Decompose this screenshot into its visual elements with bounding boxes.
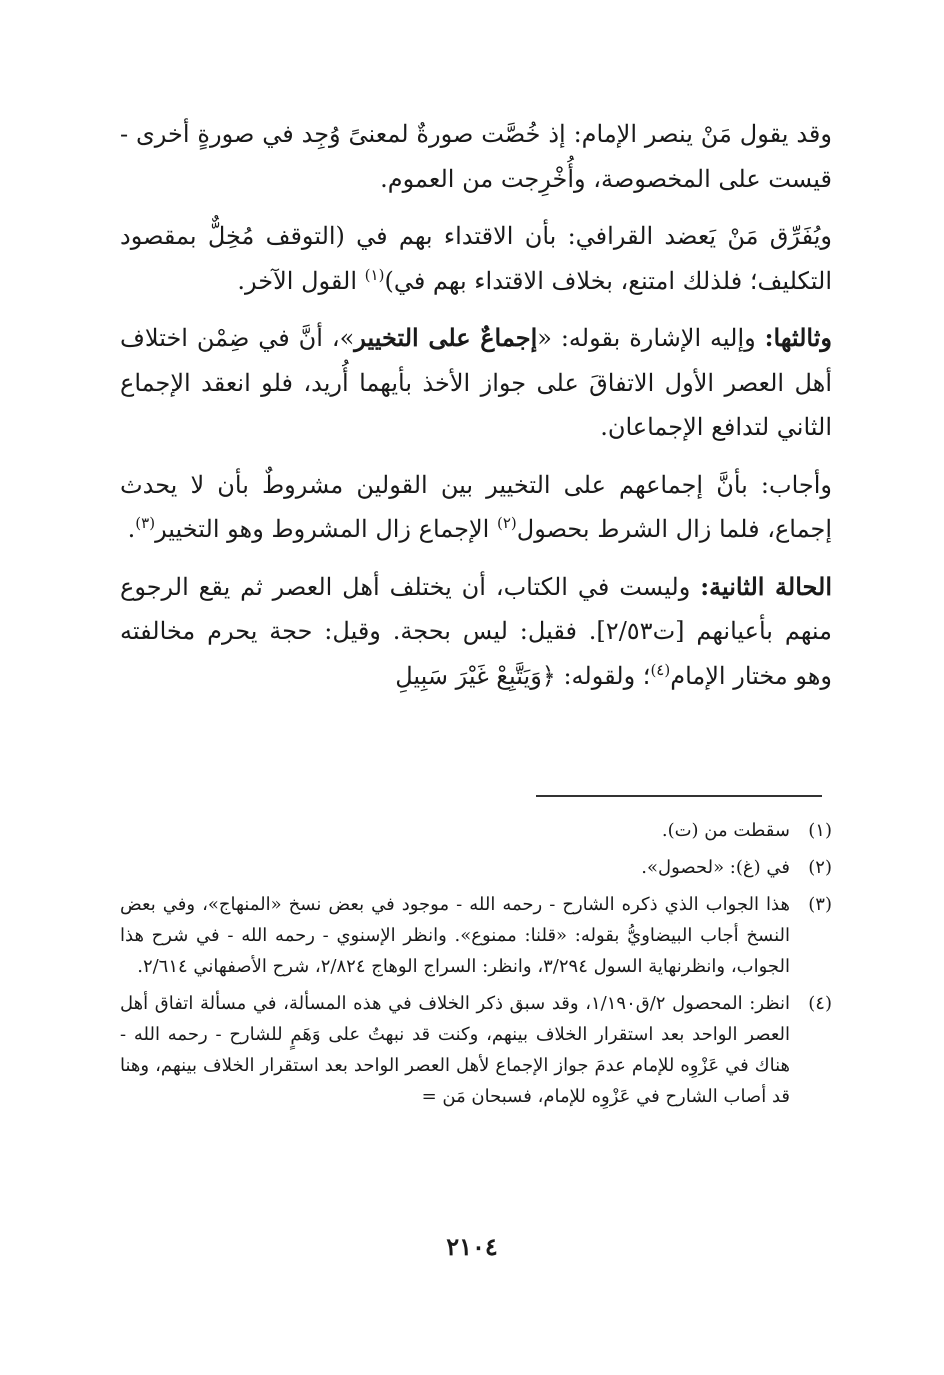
footnote-text: هذا الجواب الذي ذكره الشارح - رحمه الله - موجود في بعض نسخ «المنهاج»، وفي بعض النسخ أجاب البيضاويُّ بقوله: «قلنا: ممنوع». وانظر الإسنوي - رحمه الله - في شرح هذا الجواب، وانظرنهاية السول ٣/٢٩٤، وانظر: السراج الوهاج ٢/٨٢٤، شرح الأصفهاني ٢/٦١٤. [120,894,790,977]
footnote-ref-2: (٢) [496,514,517,532]
paragraph-2-text-a: ويُفَرِّق مَنْ يَعضد القرافي: بأن الاقتداء بهم في (التوقف مُخِلٌّ بمقصود التكليف؛ فلذلك امتنع، بخلاف الاقتداء بهم في) [120,222,832,295]
paragraph-5-text-b: ؛ ولقوله: ﴿وَيَتَّبِعْ غَيْرَ سَبِيلِ [395,661,651,690]
footnote-2 [120,852,832,883]
paragraph-3-text-a: وإليه الإشارة بقوله: « [537,324,765,352]
paragraph-3-text-b: »، أنَّ في ضِمْن اختلاف أهل العصر الأول الاتفاقَ على جواز الأخذ بأيهما أُريد، فلو انعقد الإجماع الثاني لتدافع الإجماعان. [120,324,832,441]
footnote-number: (١) [808,820,832,841]
paragraph-5-text-a: وليست في الكتاب، أن يختلف أهل العصر ثم يقع الرجوع منهم بأعيانهم [ت٢/٥٣]. فقيل: ليس بحجة. وقيل: حجة يحرم مخالفته وهو مختار الإمام [120,572,832,690]
footnotes [120,815,832,1118]
paragraph-1-text: وقد يقول مَنْ ينصر الإمام: إذ خُصَّت صورةٌ لمعنىً وُجِد في صورةٍ أخرى - قيست على المخصوصة، وأُخْرِجت من العموم. [120,120,832,193]
footnote-number: (٢) [808,857,832,878]
paragraph-4-text-a: وأجاب: بأنَّ إجماعهم على التخيير بين القولين مشروطٌ بأن لا يحدث إجماع، فلما زال الشرط بحصول [120,470,832,543]
paragraph-1 [120,112,832,201]
footnote-divider [536,795,822,797]
paragraph-3 [120,316,832,450]
footnote-ref-4: (٤) [650,660,671,679]
footnote-text: في (غ): «لحصول». [641,857,790,878]
footnote-3 [120,889,832,982]
paragraph-4-text-c: . [127,515,136,543]
paragraph-2 [120,214,832,303]
paragraph-4-text-b: الإجماع زال المشروط وهو التخيير [155,515,497,543]
footnote-number: (٣) [808,894,832,915]
paragraph-5-label: الحالة الثانية: [700,571,832,601]
footnote-4 [120,988,832,1112]
paragraph-4 [120,463,832,552]
footnote-number: (٤) [808,993,832,1014]
footnote-text: انظر: المحصول ٢/ق١/١٩٠، وقد سبق ذكر الخلاف في هذه المسألة، في مسألة اتفاق أهل العصر الواحد بعد استقرار الخلاف بينهم، وكنت قد نبهتُ على وَهَمٍ للشارح - رحمه الله - هناك في عَزْوِه للإمام عدمَ جواز الإجماع لأهل العصر الواحد بعد استقرار الخلاف بينهم، وهنا قد أصاب الشارح في عَزْوِه للإمام، فسبحان مَن = [120,993,790,1107]
paragraph-5 [120,565,832,699]
page-number: ٢١٠٤ [446,1232,498,1261]
main-text [120,112,832,711]
footnote-ref-1: (١) [364,265,385,284]
paragraph-3-label: وثالثها: [764,323,833,352]
footnote-text: سقطت من (ت). [661,820,790,841]
footnote-1 [120,815,832,846]
footnote-ref-3: (٣) [135,514,156,532]
paragraph-3-quote: إجماعٌ على التخيير [354,323,538,352]
paragraph-2-text-b: القول الآخر. [237,266,365,295]
